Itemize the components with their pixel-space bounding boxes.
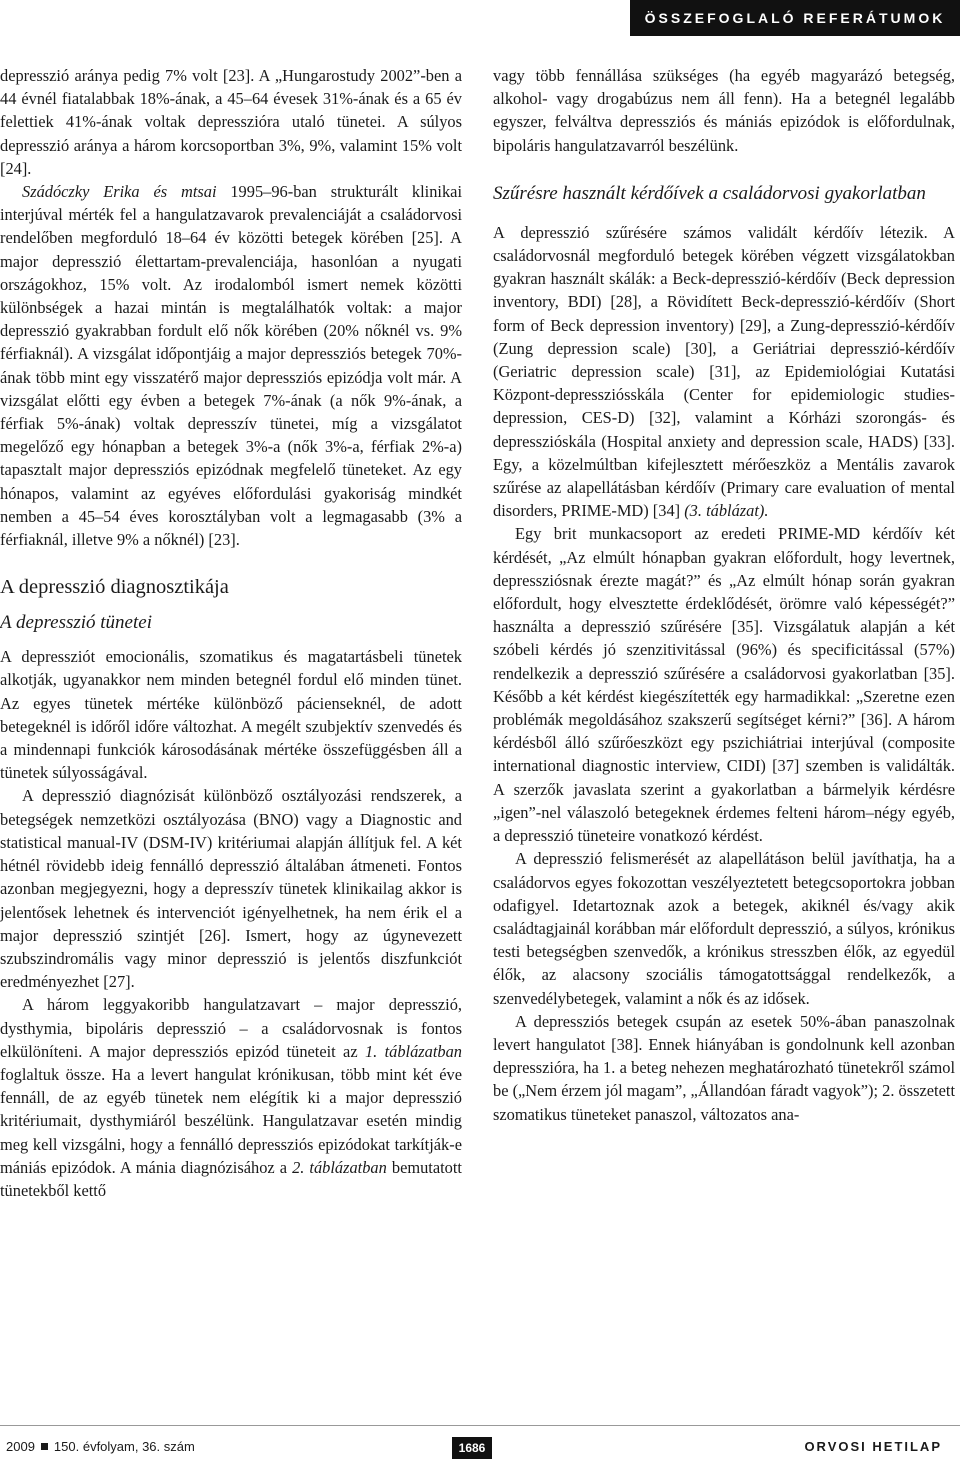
issue-info	[6, 1439, 195, 1454]
paragraph	[493, 221, 955, 523]
page-footer	[0, 1425, 960, 1465]
paragraph: vagy több fennállása szükséges (ha egyéb magyarázó betegség, alkohol- vagy drogabúzus nem áll fenn). Ha a betegnél legalább egyszer, felváltva depressziós és mániás epizódok is előfordulnak, bipoláris hangulatzavarról beszélünk.	[493, 66, 955, 155]
subsection-heading: A depresszió tünetei	[0, 612, 152, 634]
left-column	[0, 64, 462, 1410]
page-header	[0, 0, 960, 36]
square-bullet-icon	[41, 1443, 48, 1450]
paragraph: A depressziós betegek csupán az esetek 50%-ában panaszolnak levert hangulatot [38]. Ennek hiányában is gondolnunk kell azonban depresszióra, ha 1. a beteg nehezen meghatározható tünetekről számol be („Nem érzem jól magam”, „Állandóan fáradt vagyok”); 2. összetett szomatikus tüneteket panaszol, változatos ana-	[493, 1011, 955, 1124]
table-reference: 1. táblázatban	[364, 1041, 462, 1061]
paragraph: A depresszió felismerését az alapellátáson belül javíthatja, ha a családorvos egyes fokozottan veszélyeztetett betegcsoportokra jobban odafigyel. Idetartoznak azok a betegek, akiknél és/vagy akik családtagjainál korábban már előfordult depresszió, a súlyos, krónikus testi betegségben szenvedők, a krónikus stresszben élők, az egyedül élők, az alacsony szociális támogatottsággal rendelkezők, a szenvedélybetegek, valamint a nők és az idősek.	[493, 849, 955, 1008]
paragraph: A depresszió diagnózisát különböző osztályozási rendszerek, a betegségek nemzetközi osztályozása (BNO) vagy a Diagnostic and statistical manual-IV (DSM-IV) kritériumai alapján állítjuk fel. A két hétnél rövidebb ideig fennálló depresszió általában átmeneti. Fontos azonban megjegyezni, hogy a depresszív tünetek klinikailag akkor is jelentősek lehetnek és intervenciót igényelhetnek, ha nem érik el a major depresszió szintjét [26]. Ismert, hogy az úgynevezett szubszindromális vagy minor depresszió is jelentős diszfunkciót eredményezhet [27].	[0, 786, 462, 992]
paragraph-text: A három leggyakoribb hangulatzavart – major depresszió, dysthymia, bipoláris depresszió – a családorvosnak is fontos elkülöníteni. A major depressziós epizód tüneteit az	[0, 995, 462, 1061]
paragraph: A depressziót emocionális, szomatikus és magatartásbeli tünetek alkotják, ugyanakkor nem minden betegnél fordul elő minden tünet. Az egyes tünetek mértéke különböző pácienseknél, de adott betegeknél is időről időre változhat. A megélt szubjektív szenvedés és a mindennapi funkciók károsodásának mértéke összefüggésben áll a tünetek súlyosságával.	[0, 647, 462, 783]
authors-citation: Szádóczky Erika és mtsai	[22, 182, 217, 202]
footer-divider	[0, 1425, 960, 1426]
paragraph-text: 1995–96-ban strukturált klinikai interjúval mérték fel a hangulatzavarok prevalenciáját a családorvosi rendelőben megforduló 18–64 év közötti betegek körében [25]. A major depresszió élettartam-prevalenciája, hasonlóan a nyugati országokhoz, 15% volt. Az irodalomból ismert nemek közötti különbségek a hazai mintán is megtalálhatók voltak: a major depresszió gyakrabban fordult elő nők körében (20% nőknél vs. 9% férfiaknál). A vizsgálat időpontjáig a major depressziós betegek 70%-ának több mint egy visszatérő major depressziós epizódja volt már. A vizsgálat előtti egy évben a betegek 7%-ának (a nők 9%-ának, a férfiak 5%-ának) voltak depresszív tünetei, míg a vizsgálatot megelőző egy hónapban a betegek 3%-a (nők 3%-a, férfiak 2%-a) tapasztalt major depressziós epizódnak megfelelő tüneteket. Az egy hónapos, valamint az egyéves előfordulási gyakoriság mindkét nemben a 45–54 éves korosztályban volt a legmagasabb (3% a férfiaknál, illetve 9% a nőknél) [23].	[0, 182, 462, 550]
page-number: 1686	[452, 1437, 492, 1459]
volume-issue: 150. évfolyam, 36. szám	[53, 1439, 195, 1454]
table-reference: 2. táblázatban	[292, 1157, 387, 1177]
paragraph-text: foglaltuk össze. Ha a levert hangulat krónikusan, több mint két éve fennáll, de az egyéb tünetek nem elégítik ki a major depresszió kritériumait, dysthymiáról beszélünk. Hangulatzavar esetén mindig meg kell vizsgálni, hogy a fennálló depressziós epizódokat tarkítják-e mániás epizódok. A mánia diagnózisához a	[0, 1064, 462, 1177]
paragraph: depresszió aránya pedig 7% volt [23]. A „Hungarostudy 2002”-ben a 44 évnél fiatalabbak 18%-ának, a 45–64 évesek 31%-ának és a 65 év felettiek 41%-ának voltak depresszióra utaló tünetei. A súlyos depresszió aránya a három korcsoportban 3%, 9%, valamint 15% volt [24].	[0, 66, 462, 178]
subsection-heading: Szűrésre használt kérdőívek a családorvosi gyakorlatban	[493, 182, 926, 204]
paragraph-text: A depresszió szűrésére számos validált kérdőív létezik. A családorvosnál megforduló betegek körében végzett vizsgálatokban gyakran használt skálák: a Beck-depresszió-kérdőív (Beck depression inventory, BDI) [28], a Rövidített Beck-depresszió-kérdőív (Short form of Beck depression inventory) [29], a Zung-depresszió-kérdőív (Zung depression scale) [30], a Geriátriai depresszió-kérdőív (Geriatric depression scale) [31], az Epidemiológiai Kutatási Központ-depressziósskála (Center for epidemiologic studies-depression, CES-D) [32], valamint a Kórházi szorongás- és depresszióskála (Hospital anxiety and depression scale, HADS) [33]. Egy, a közelmúltban kifejlesztett mérőeszköz a Mentális zavarok szűrése az alapellátásban kérdőív (Primary care evaluation of mental disorders, PRIME-MD) [34]	[493, 222, 955, 521]
paragraph	[0, 180, 462, 551]
paragraph	[0, 993, 462, 1202]
journal-name: ORVOSI HETILAP	[804, 1439, 942, 1454]
paragraph: Egy brit munkacsoport az eredeti PRIME-MD kérdőív két kérdését, „Az elmúlt hónapban gyakran előfordult, hogy levertnek, depressziósnak érezte magát?” és „Az elmúlt hónap során gyakran előfordult, hogy elvesztette érdeklődését, örömre való képességét?” használta a depresszió szűrésére [35]. Vizsgálatuk alapján a két szóbeli kérdés jó szenzitivitással (96%) és specificitással (57%) rendelkezik a depresszió szűrésére a családorvosi gyakorlatban [35]. Később a két kérdést kiegészítették egy harmadikkal: „Szeretne ezen problémák megoldásához szakszerű segítséget kérni?” [36]. A három kérdésből álló szűrőeszközt egy pszichiátriai interjúval (composite international diagnostic interview, CIDI) [37] szemben is validálták. A szerzők javaslata szerint a gyakorlatban a bármelyik kérdésre „igen”-nel válaszoló betegeknek érdemes felteni három–négy egyéb, a depresszió tüneteire vonatkozó kérdést.	[493, 524, 955, 846]
paragraph-text: bemutatott tünetekből kettő	[0, 1157, 462, 1200]
table-reference: (3. táblázat).	[684, 501, 769, 521]
section-title: ÖSSZEFOGLALÓ REFERÁTUMOK	[630, 0, 960, 36]
right-column	[493, 64, 955, 1410]
issue-year: 2009	[6, 1439, 35, 1454]
section-heading: A depresszió diagnosztikája	[0, 576, 229, 599]
